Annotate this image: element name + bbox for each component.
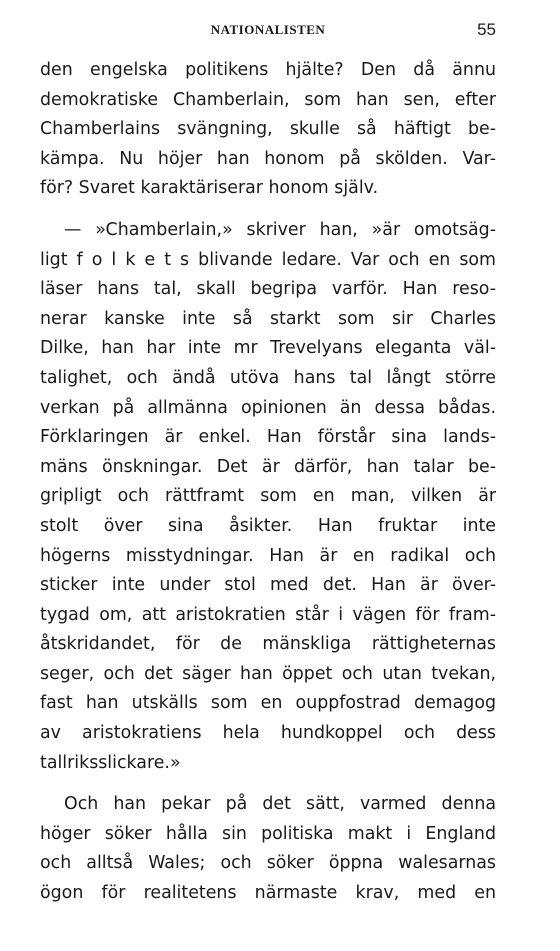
text-line: ögon för realitetens närmaste krav, med en (40, 883, 496, 904)
text-line: Dilke, han har inte mr Trevelyans eleganta väl- (40, 338, 496, 359)
text-line: och alltså Wales; och söker öppna walesarnas (40, 853, 496, 874)
text-line: nerar kanske inte så starkt som sir Charles (40, 308, 496, 329)
body-text (40, 56, 496, 909)
text-line: stolt över sina åsikter. Han fruktar inte (40, 515, 496, 536)
text-line: ligt f o l k e t s blivande ledare. Var och en som (40, 249, 496, 270)
text-line: mäns önskningar. Det är därför, han talar be- (40, 456, 496, 477)
text-line: talighet, och ändå utöva hans tal långt större (40, 367, 496, 388)
text-line: läser hans tal, skall begripa varför. Han reso- (40, 279, 496, 300)
text-line: Och han pekar på det sätt, varmed denna (64, 794, 496, 815)
text-line: tygad om, att aristokratien står i vägen för fram- (40, 604, 496, 625)
text-line: högerns misstydningar. Han är en radikal och (40, 545, 496, 566)
text-line: seger, och det säger han öppet och utan tvekan, (40, 663, 496, 684)
running-title: NATIONALISTEN (210, 22, 326, 37)
page-header (40, 22, 496, 42)
text-line: av aristokratiens hela hundkoppel och dess (40, 723, 496, 744)
text-line: — »Chamberlain,» skriver han, »är omotsäg- (64, 219, 496, 240)
text-line: åtskridandet, för de mänskliga rättigheternas (40, 634, 496, 655)
text-line: för? Svaret karaktäriserar honom själv. (40, 178, 379, 199)
text-line: fast han utskälls som en ouppfostrad demagog (40, 693, 496, 714)
text-line: den engelska politikens hjälte? Den då ännu (40, 60, 496, 80)
text-line: demokratiske Chamberlain, som han sen, efter (40, 89, 496, 110)
text-line: Förklaringen är enkel. Han förstår sina lands- (40, 427, 496, 448)
text-line: verkan på allmänna opinionen än dessa bådas. (40, 397, 496, 418)
text-line: höger söker hålla sin politiska makt i England (40, 823, 496, 844)
paragraph (40, 56, 496, 204)
text-line: sticker inte under stol med det. Han är över- (40, 575, 496, 596)
paragraph (40, 790, 496, 908)
paragraph (40, 216, 496, 778)
text-line: Chamberlains svängning, skulle så häftigt be- (40, 119, 496, 140)
page-number: 55 (477, 20, 496, 39)
text-line: kämpa. Nu höjer han honom på skölden. Var- (40, 148, 496, 169)
text-line: gripligt och rättframt som en man, vilken är (40, 486, 496, 507)
text-line: tallriksslickare.» (40, 752, 181, 773)
